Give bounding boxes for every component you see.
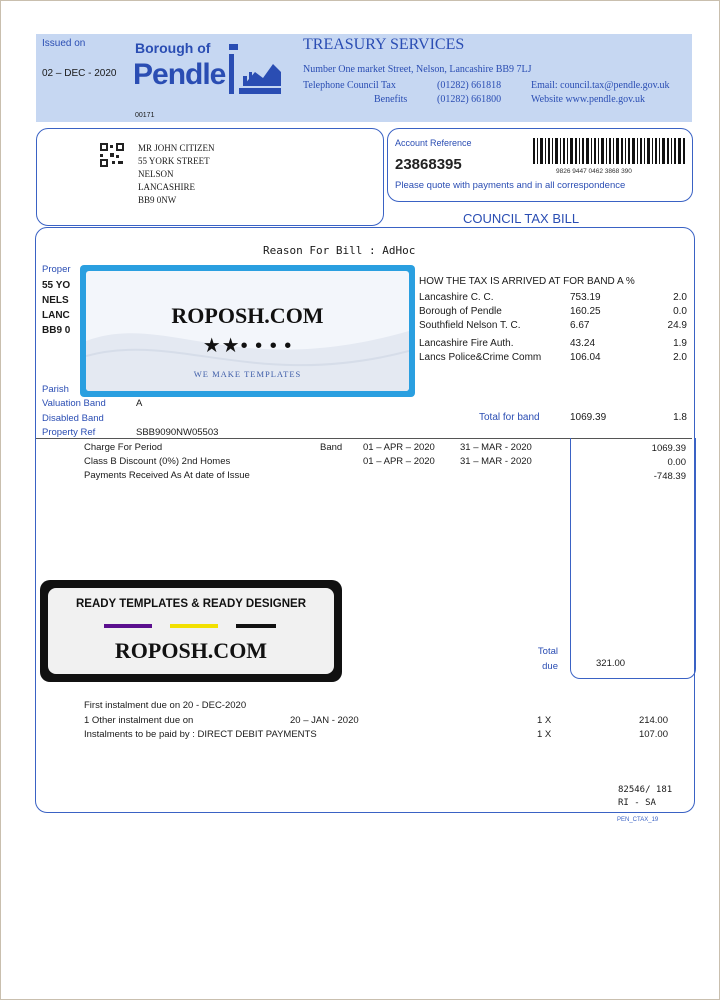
tax-row-pct: 2.0 — [673, 292, 687, 303]
watermark2-brand: ROPOSH.COM — [114, 638, 268, 663]
charge-amount: 1069.39 — [651, 443, 686, 454]
tax-row-name: Southfield Nelson T. C. — [419, 320, 521, 331]
recipient-line: 55 YORK STREET — [138, 156, 210, 166]
disabled-band-label: Disabled Band — [42, 413, 104, 424]
watermark-stars: ★★• • • • — [202, 335, 293, 357]
tax-row-name: Lancashire Fire Auth. — [419, 338, 514, 349]
charge-from: 01 – APR – 2020 — [363, 442, 435, 453]
tax-row — [419, 306, 687, 320]
property-ref-value: SBB9090NW05503 — [136, 427, 219, 438]
charge-desc: Payments Received As At date of Issue — [84, 470, 250, 481]
tax-row — [419, 292, 687, 306]
instalment-amount: 107.00 — [638, 729, 668, 740]
tax-row-name: Lancs Police&Crime Comm — [419, 352, 542, 363]
tax-row-pct: 2.0 — [673, 352, 687, 363]
treasury-title: TREASURY SERVICES — [303, 36, 465, 53]
tax-row-amount: 160.25 — [570, 306, 601, 317]
charge-row — [84, 441, 554, 455]
tax-row — [419, 320, 687, 338]
tax-row-pct: 0.0 — [673, 306, 687, 317]
tax-row-name: Borough of Pendle — [419, 306, 502, 317]
payment-method: Instalments to be paid by : DIRECT DEBIT PAYMENTS — [84, 729, 317, 740]
logo-line1: Borough of — [135, 40, 211, 56]
instalment-multiplier: 1 X — [537, 715, 552, 726]
logo-emblem-icon — [227, 42, 283, 96]
charge-amounts — [580, 442, 686, 484]
tax-row — [419, 338, 687, 352]
property-line: BB9 0 — [42, 325, 71, 336]
footer-code-1: 82546/ 181 — [618, 785, 673, 795]
account-number: 23868395 — [395, 156, 462, 173]
treasury-address: Number One market Street, Nelson, Lancashire BB9 7LJ — [303, 64, 532, 75]
charge-amount: 0.00 — [667, 457, 686, 468]
tax-row-name: Lancashire C. C. — [419, 292, 494, 303]
tel-benefits-label: Benefits — [374, 94, 408, 105]
watermark-tagline: WE MAKE TEMPLATES — [193, 369, 302, 379]
valuation-band-label: Valuation Band — [42, 398, 106, 409]
total-for-band-amount: 1069.39 — [570, 412, 607, 423]
tax-row — [419, 352, 687, 366]
valuation-band-value: A — [136, 398, 143, 409]
property-ref-label: Property Ref — [42, 427, 96, 438]
charges-table — [84, 441, 554, 483]
tel-ct-number: (01282) 661818 — [437, 80, 502, 91]
email[interactable]: Email: council.tax@pendle.gov.uk — [531, 80, 670, 91]
watermark-brand: ROPOSH.COM — [171, 303, 324, 328]
tax-row-amount: 753.19 — [570, 292, 601, 303]
tel-ct-label: Telephone Council Tax — [303, 80, 396, 91]
property-address — [42, 278, 70, 338]
watermark2-bar — [236, 624, 276, 628]
charge-band: Band — [320, 442, 343, 453]
property-line: LANC — [42, 310, 70, 321]
recipient-line: MR JOHN CITIZEN — [138, 143, 215, 153]
parish-label: Parish — [42, 384, 69, 395]
property-label: Proper — [42, 264, 71, 275]
qr-code-icon — [100, 143, 124, 167]
charge-to: 31 – MAR - 2020 — [460, 456, 532, 467]
issue-code: 00171 — [135, 112, 155, 119]
total-due-label — [520, 644, 558, 674]
tax-row-pct: 1.9 — [673, 338, 687, 349]
watermark-ready-templates — [40, 580, 342, 682]
tax-heading: HOW THE TAX IS ARRIVED AT FOR BAND A % — [419, 276, 635, 287]
tax-row-amount: 43.24 — [570, 338, 596, 349]
charge-desc: Class B Discount (0%) 2nd Homes — [84, 456, 231, 467]
barcode-number: 9826 9447 0462 3868 390 — [556, 168, 632, 175]
bill-title: COUNCIL TAX BILL — [463, 211, 580, 226]
watermark-roposh — [80, 265, 415, 397]
tax-row-pct: 24.9 — [667, 320, 687, 331]
form-id: PEN_CTAX_19 — [617, 817, 659, 823]
tax-breakdown-table — [419, 292, 687, 366]
recipient-address — [138, 142, 215, 207]
charge-to: 31 – MAR - 2020 — [460, 442, 532, 453]
charge-row — [84, 455, 554, 469]
other-instalment-date: 20 – JAN - 2020 — [290, 715, 359, 726]
other-instalment-label: 1 Other instalment due on — [84, 715, 194, 726]
tel-benefits-number: (01282) 661800 — [437, 94, 502, 105]
instalment-amount: 214.00 — [638, 715, 668, 726]
charge-amount: -748.39 — [653, 471, 686, 482]
tax-row-amount: 106.04 — [570, 352, 601, 363]
first-instalment: First instalment due on 20 - DEC-2020 — [84, 700, 247, 711]
total-due-label-line: Total — [537, 646, 558, 657]
issued-date: 02 – DEC - 2020 — [42, 68, 117, 79]
instalment-multiplier: 1 X — [537, 729, 552, 740]
tax-row-amount: 6.67 — [570, 320, 590, 331]
watermark2-bar — [104, 624, 152, 628]
property-line: NELS — [42, 295, 69, 306]
recipient-line: NELSON — [138, 169, 174, 179]
logo-line2: Pendle — [133, 58, 226, 91]
property-line: 55 YO — [42, 280, 71, 291]
issued-label: Issued on — [42, 38, 86, 49]
footer-code-2: RI - SA — [618, 798, 656, 808]
total-for-band-pct: 1.8 — [673, 412, 687, 423]
pendle-logo — [133, 40, 285, 100]
total-due-label-line: due — [542, 661, 558, 672]
total-for-band-label: Total for band — [479, 412, 540, 423]
recipient-line: LANCASHIRE — [138, 182, 196, 192]
watermark2-heading: READY TEMPLATES & READY DESIGNER — [75, 598, 307, 610]
account-label: Account Reference — [395, 138, 472, 148]
total-due-amount: 321.00 — [596, 658, 626, 669]
charge-row — [84, 469, 554, 483]
watermark2-bar — [170, 624, 218, 628]
reason-for-bill: Reason For Bill : AdHoc — [263, 244, 416, 257]
charge-from: 01 – APR – 2020 — [363, 456, 435, 467]
charge-desc: Charge For Period — [84, 442, 163, 453]
website[interactable]: Website www.pendle.gov.uk — [531, 94, 645, 105]
recipient-line: BB9 0NW — [138, 195, 177, 205]
account-note: Please quote with payments and in all correspondence — [395, 180, 626, 191]
barcode-icon — [533, 138, 687, 164]
